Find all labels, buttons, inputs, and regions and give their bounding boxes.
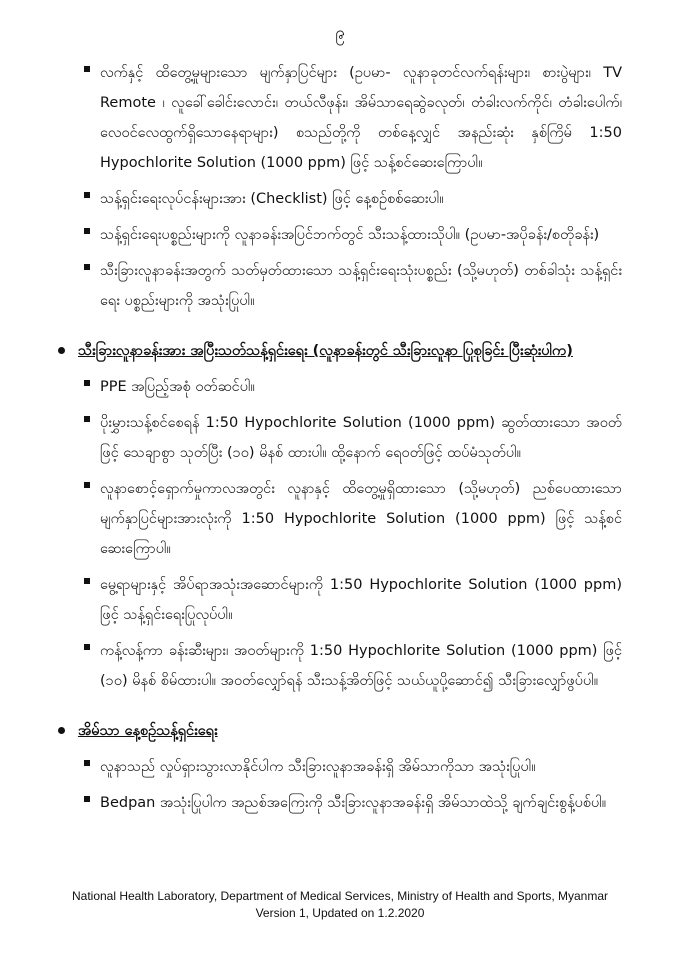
list-item-text: ကန့်လန့်ကာ ခန်းဆီးများ၊ အဝတ်များကို 1:50 Hypochlorite Solution (1000 ppm) ဖြင့် (၁၀) မိနစ် စိမ်ထားပါ။ အဝတ်လျှော်ရန် သီးသန့်အိတ်ဖြင့် သယ်ယူပို့ဆောင်၍ သီးခြားလျှော်ဖွပ်ပါ။	[100, 643, 622, 689]
list-item	[56, 752, 622, 782]
page-footer	[0, 888, 680, 922]
page-number: ၉	[335, 23, 345, 43]
list-item-text: လူနာစောင့်ရှောက်မှုကာလအတွင်း လူနာနှင့် ထိတွေ့မှုရှိထားသော (သို့မဟုတ်) ညစ်ပေထားသော မျက်နှာပြင်များအားလုံးကို 1:50 Hypochlorite Solution (1000 ppm) ဖြင့် သန့်စင်ဆေးကြောပါ။	[100, 481, 622, 557]
round-bullet-icon	[58, 347, 65, 354]
square-bullet-icon	[84, 578, 90, 584]
list-item-text: ပိုးမွှားသန့်စင်စေရန် 1:50 Hypochlorite Solution (1000 ppm) ဆွတ်ထားသော အဝတ်ဖြင့် သေချာစွာ သုတ်ပြီး (၁၀) မိနစ် ထားပါ။ ထို့နောက် ရေဝတ်ဖြင့် ထပ်မံသုတ်ပါ။	[100, 415, 622, 461]
square-bullet-icon	[84, 760, 90, 766]
list-item	[56, 184, 622, 214]
list-item	[56, 256, 622, 316]
list-item	[56, 636, 622, 696]
document-body	[56, 58, 622, 824]
square-bullet-icon	[84, 192, 90, 198]
round-bullet-icon	[58, 727, 65, 734]
list-item-text: သန့်ရှင်းရေးလုပ်ငန်းများအား (Checklist) ဖြင့် နေ့စဉ်စစ်ဆေးပါ။	[100, 191, 444, 207]
section-terminal-cleaning	[56, 336, 622, 696]
square-bullet-icon	[84, 416, 90, 422]
section-heading	[56, 716, 622, 746]
list-item	[56, 474, 622, 564]
list-item	[56, 372, 622, 402]
section-toilet-cleaning	[56, 716, 622, 818]
list-item	[56, 570, 622, 630]
list-item-text: Bedpan အသုံးပြုပါက အညစ်အကြေးကို သီးခြားလူနာအခန်းရှိ အိမ်သာထဲသို့ ချက်ချင်းစွန့်ပစ်ပါ။	[100, 795, 607, 811]
square-bullet-icon	[84, 644, 90, 650]
list-item	[56, 408, 622, 468]
section-title: အိမ်သာ နေ့စဉ်သန့်ရှင်းရေး	[78, 723, 218, 739]
list-item-text: သီးခြားလူနာခန်းအတွက် သတ်မှတ်ထားသော သန့်ရှင်းရေးသုံးပစ္စည်း (သို့မဟုတ်) တစ်ခါသုံး သန့်ရှင်းရေး ပစ္စည်းများကို အသုံးပြုပါ။	[100, 263, 622, 309]
list-item-text: မွေ့ရာများနှင့် အိပ်ရာအသုံးအဆောင်များကို 1:50 Hypochlorite Solution (1000 ppm) ဖြင့် သန့်ရှင်းရေးပြုလုပ်ပါ။	[100, 577, 622, 623]
square-bullet-icon	[84, 264, 90, 270]
list-item-text: လူနာသည် လှုပ်ရှားသွားလာနိုင်ပါက သီးခြားလူနာအခန်းရှိ အိမ်သာကိုသာ အသုံးပြုပါ။	[100, 759, 536, 775]
square-bullet-icon	[84, 66, 90, 72]
list-item-text: လက်နှင့် ထိတွေ့မှုများသော မျက်နှာပြင်များ (ဥပမာ- လူနာခုတင်လက်ရန်းများ၊ စားပွဲများ၊ TV Remote ၊ လူခေါ်ခေါင်းလောင်း၊ တယ်လီဖုန်း၊ အိမ်သာရေဆွဲခလုတ်၊ တံခါးလက်ကိုင်၊ တံခါးပေါက်၊ လေဝင်လေထွက်ရှိသောနေရာများ) စသည်တို့ကို တစ်နေ့လျှင် အနည်းဆုံး နှစ်ကြိမ် 1:50 Hypochlorite Solution (1000 ppm) ဖြင့် သန့်စင်ဆေးကြောပါ။	[100, 65, 622, 171]
square-bullet-icon	[84, 482, 90, 488]
square-bullet-icon	[84, 796, 90, 802]
section-list	[56, 752, 622, 818]
list-item	[56, 220, 622, 250]
list-item-text: သန့်ရှင်းရေးပစ္စည်းများကို လူနာခန်းအပြင်ဘက်တွင် သီးသန့်ထားသိုပါ။ (ဥပမာ-အပိုခန်း/စတိုခန်း)	[100, 227, 600, 243]
section-title: သီးခြားလူနာခန်းအား အပြီးသတ်သန့်ရှင်းရေး (လူနာခန်းတွင် သီးခြားလူနာ ပြုစုခြင်း ပြီးဆုံးပါက)	[78, 343, 573, 359]
list-item-text: PPE အပြည့်အစုံ ဝတ်ဆင်ပါ။	[100, 379, 255, 395]
square-bullet-icon	[84, 228, 90, 234]
square-bullet-icon	[84, 380, 90, 386]
intro-list	[56, 58, 622, 316]
section-heading	[56, 336, 622, 366]
footer-version: Version 1, Updated on 1.2.2020	[255, 906, 425, 920]
list-item	[56, 58, 622, 178]
footer-organization: National Health Laboratory, Department of Medical Services, Ministry of Health and Sports, Myanmar	[71, 889, 608, 903]
section-list	[56, 372, 622, 696]
list-item	[56, 788, 622, 818]
